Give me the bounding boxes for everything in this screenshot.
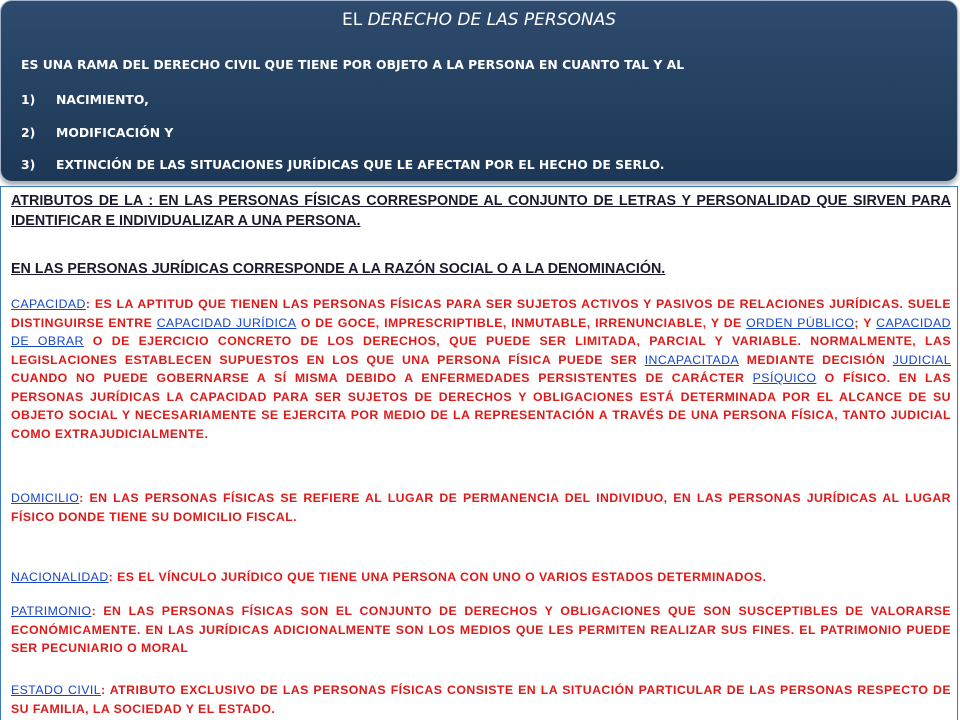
capacidad-text: MEDIANTE DECISIÓN <box>739 352 893 367</box>
capacidad-text: O DE EJERCICIO CONCRETO DE LOS DERECHOS, QUE PUEDE SER LIMITADA, PARCIAL Y VARIABLE. NORMALMENTE, LAS LEGISLACIONES ESTABLECEN SUPUESTOS EN LOS QUE UNA PERSONA FÍSICA PUEDE SER <box>11 334 951 367</box>
incapacitada-link[interactable]: INCAPACITADA <box>644 352 740 367</box>
list-item <box>21 156 664 189</box>
list-text: EXTINCIÓN DE LAS SITUACIONES JURÍDICAS QUE LE AFECTAN POR EL HECHO DE SERLO. <box>56 157 665 172</box>
patrimonio-paragraph <box>11 602 951 658</box>
definition-list <box>21 91 664 189</box>
estado-civil-link[interactable]: ESTADO CIVIL <box>11 683 102 697</box>
atributos-paragraph: ATRIBUTOS DE LA : EN LAS PERSONAS FÍSICAS CORRESPONDE AL CONJUNTO DE LETRAS Y PERSONALIDAD QUE SIRVEN PARA IDENTIFICAR E INDIVIDUALIZAR A UNA PERSONA. <box>11 193 951 229</box>
definition-intro: ES UNA RAMA DEL DERECHO CIVIL QUE TIENE POR OBJETO A LA PERSONA EN CUANTO TAL Y AL <box>21 57 685 72</box>
juridicas-paragraph: EN LAS PERSONAS JURÍDICAS CORRESPONDE A LA RAZÓN SOCIAL O A LA DENOMINACIÓN. <box>11 261 666 277</box>
capacidad-text: CUANDO NO PUEDE GOBERNARSE A SÍ MISMA DEBIDO A ENFERMEDADES PERSISTENTES DE CARÁCTER <box>11 371 753 385</box>
title-banner <box>0 0 958 182</box>
nacionalidad-link[interactable]: NACIONALIDAD <box>11 570 109 584</box>
capacidad-paragraph <box>11 295 951 443</box>
title-emphasis: DERECHO DE LAS PERSONAS <box>367 10 617 30</box>
list-text: NACIMIENTO, <box>56 92 149 107</box>
domicilio-paragraph <box>11 489 951 526</box>
estado-civil-paragraph <box>11 681 951 718</box>
list-number: 1) <box>21 92 36 107</box>
estado-civil-text: : ATRIBUTO EXCLUSIVO DE LAS PERSONAS FÍSICAS CONSISTE EN LA SITUACIÓN PARTICULAR DE LAS PERSONAS RESPECTO DE SU FAMILIA, LA SOCIEDAD Y EL ESTADO. <box>11 683 951 716</box>
orden-publico-link[interactable]: ORDEN PÚBLICO <box>746 315 855 330</box>
list-item <box>21 124 664 157</box>
domicilio-link[interactable]: DOMICILIO <box>11 491 80 505</box>
nacionalidad-paragraph <box>11 568 951 587</box>
patrimonio-link[interactable]: PATRIMONIO <box>11 604 92 618</box>
list-item <box>21 91 664 124</box>
capacidad-juridica-link[interactable]: CAPACIDAD JURÍDICA <box>156 315 297 330</box>
domicilio-text: : EN LAS PERSONAS FÍSICAS SE REFIERE AL LUGAR DE PERMANENCIA DEL INDIVIDUO, EN LAS PERSONAS JURÍDICAS AL LUGAR FÍSICO DONDE TIENE SU DOMICILIO FISCAL. <box>11 491 951 524</box>
list-text: MODIFICACIÓN Y <box>56 124 174 140</box>
judicial-link[interactable]: JUDICIAL <box>892 352 951 367</box>
list-number: 3) <box>21 157 36 172</box>
capacidad-text: O DE GOCE, IMPRESCRIPTIBLE, INMUTABLE, IRRENUNCIABLE, Y DE <box>296 315 747 330</box>
capacidad-text: O FÍSICO. EN LAS PERSONAS JURÍDICAS LA CAPACIDAD PARA SER SUJETOS DE DERECHOS Y OBLIGACIONES ESTÁ DETERMINADA POR EL ALCANCE DE SU OBJETO SOCIAL Y NECESARIAMENTE SE EJERCITA POR MEDIO DE LA REPRESENTACIÓN A TRAVÉS DE UNA PERSONA FÍSICA, TANTO JUDICIAL COMO EXTRAJUDICIALMENTE. <box>11 371 951 441</box>
nacionalidad-text: : ES EL VÍNCULO JURÍDICO QUE TIENE UNA PERSONA CON UNO O VARIOS ESTADOS DETERMINADOS. <box>108 570 767 584</box>
patrimonio-text: : EN LAS PERSONAS FÍSICAS SON EL CONJUNTO DE DERECHOS Y OBLIGACIONES QUE SON SUSCEPTIBLES DE VALORARSE ECONÓMICAMENTE. EN LAS JURÍDICAS ADICIONALMENTE SON LOS MEDIOS QUE LES PERMITEN REALIZAR SUS FINES. EL PATRIMONIO PUEDE SER PECUNIARIO O MORAL <box>11 604 951 655</box>
content-panel <box>0 186 958 720</box>
page-title <box>1 10 957 30</box>
capacidad-de-obrar-link[interactable]: CAPACIDAD DE OBRAR <box>11 315 951 348</box>
title-prefix: EL <box>341 10 368 30</box>
capacidad-text: : ES LA APTITUD QUE TIENEN LAS PERSONAS FÍSICAS PARA SER SUJETOS ACTIVOS Y PASIVOS DE RELACIONES JURÍDICAS. SUELE DISTINGUIRSE ENTRE <box>11 297 951 330</box>
capacidad-link[interactable]: CAPACIDAD <box>11 297 86 311</box>
capacidad-text: ; Y <box>854 315 877 330</box>
list-number: 2) <box>21 124 36 140</box>
psiquico-link[interactable]: PSÍQUICO <box>752 371 817 385</box>
